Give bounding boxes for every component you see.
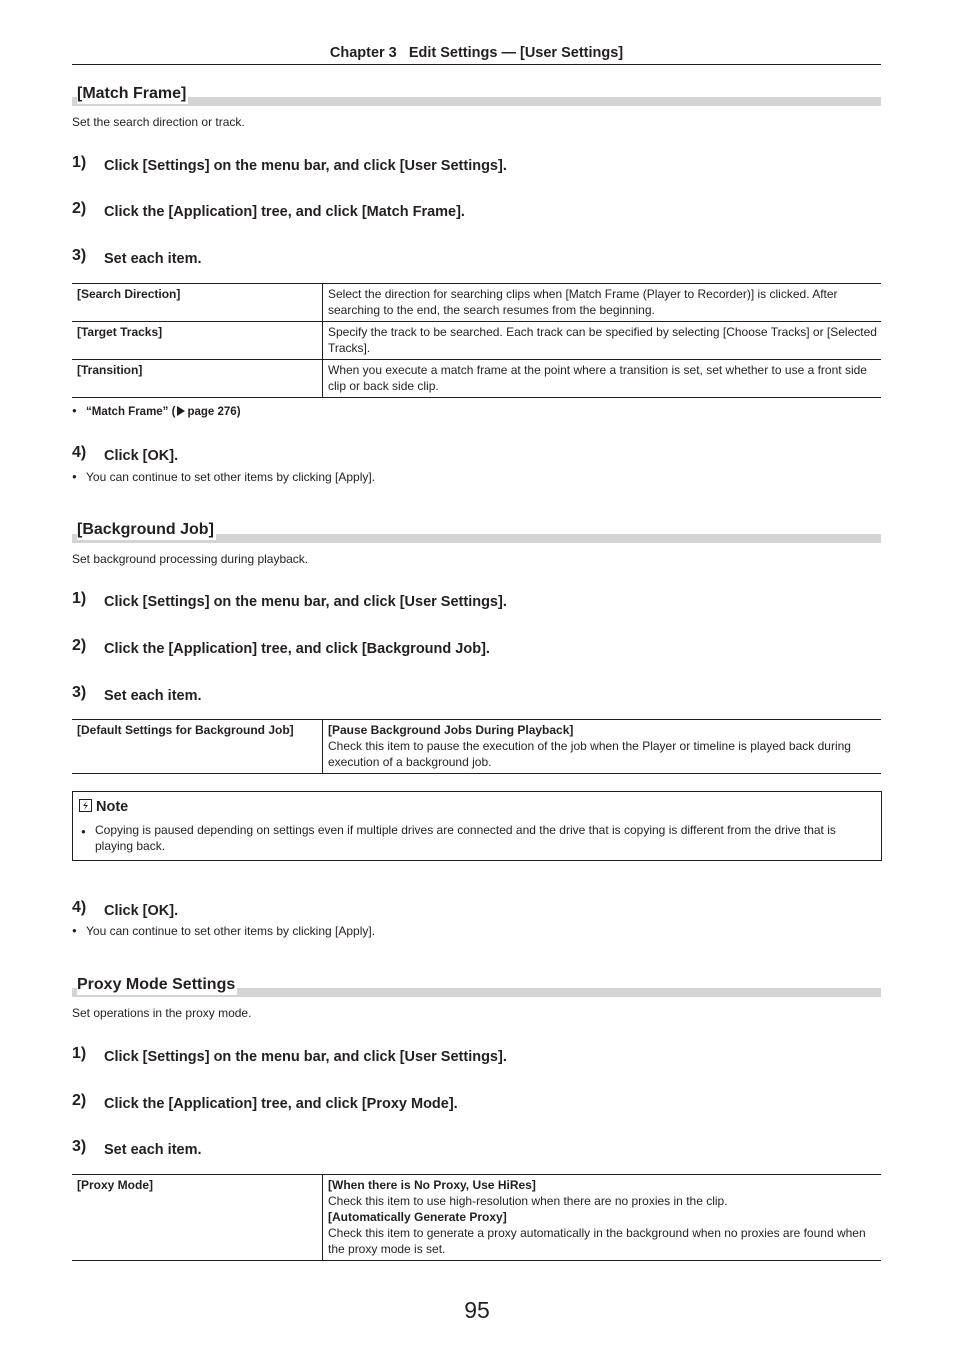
step-number: 2) xyxy=(72,200,87,217)
setting-value: Select the direction for searching clips when [Match Frame (Player to Recorder)] is clicked. After searching to the end, the search resumes from the beginning. xyxy=(323,284,882,322)
settings-table xyxy=(72,1174,881,1261)
bullet-text: You can continue to set other items by clicking [Apply]. xyxy=(86,470,376,484)
setting-option-description: Check this item to generate a proxy automatically in the background when no proxies are found when the proxy mode is set. xyxy=(328,1226,866,1256)
section-title-proxy-mode: Proxy Mode Settings xyxy=(77,976,236,993)
bullet-item xyxy=(72,923,375,939)
setting-key: [Transition] xyxy=(72,360,323,398)
table-row xyxy=(72,322,881,360)
bullet-item xyxy=(72,469,375,485)
step-number: 1) xyxy=(72,154,87,171)
note-bullet xyxy=(81,822,871,854)
step-text: Set each item. xyxy=(104,1142,202,1158)
step-number: 2) xyxy=(72,637,87,654)
setting-option-description: Check this item to pause the execution of the job when the Player or timeline is played back during execution of a background job. xyxy=(328,739,851,769)
note-box xyxy=(72,791,882,861)
setting-value: Specify the track to be searched. Each track can be specified by selecting [Choose Tracks] or [Selected Tracks]. xyxy=(323,322,882,360)
note-icon xyxy=(79,799,92,812)
reference-text: “Match Frame” ( xyxy=(86,406,176,418)
step-text: Click [OK]. xyxy=(104,903,179,919)
reference-page: page 276) xyxy=(187,406,241,418)
step-number: 4) xyxy=(72,444,87,461)
chapter-title: Chapter 3 Edit Settings — [User Settings] xyxy=(329,45,624,61)
setting-option-label: [When there is No Proxy, Use HiRes] xyxy=(328,1178,536,1192)
setting-key: [Target Tracks] xyxy=(72,322,323,360)
table-row xyxy=(72,720,881,774)
section-intro: Set operations in the proxy mode. xyxy=(72,1006,252,1020)
step-number: 1) xyxy=(72,1045,87,1062)
bullet-icon: ● xyxy=(81,827,86,836)
step-text: Click the [Application] tree, and click [Match Frame]. xyxy=(104,204,465,220)
setting-value-cell xyxy=(323,720,882,774)
step-text: Click the [Application] tree, and click [Proxy Mode]. xyxy=(104,1096,458,1112)
step-number: 3) xyxy=(72,684,87,701)
setting-key: [Search Direction] xyxy=(72,284,323,322)
setting-key: [Proxy Mode] xyxy=(72,1175,323,1261)
bullet-text: You can continue to set other items by clicking [Apply]. xyxy=(86,924,376,938)
arrow-right-icon xyxy=(177,406,185,416)
setting-key: [Default Settings for Background Job] xyxy=(72,720,323,774)
step-number: 3) xyxy=(72,1138,87,1155)
table-row xyxy=(72,284,881,322)
step-text: Click [Settings] on the menu bar, and click [User Settings]. xyxy=(104,1049,507,1065)
settings-table xyxy=(72,719,881,774)
setting-option-label: [Pause Background Jobs During Playback] xyxy=(328,723,574,737)
setting-value-cell xyxy=(323,1175,882,1261)
bullet-icon: ● xyxy=(72,926,77,935)
section-title-background-job: [Background Job] xyxy=(77,521,214,538)
step-text: Click [Settings] on the menu bar, and click [User Settings]. xyxy=(104,594,507,610)
setting-value: When you execute a match frame at the point where a transition is set, set whether to use a front side clip or back side clip. xyxy=(323,360,882,398)
section-title-match-frame: [Match Frame] xyxy=(77,85,187,102)
note-title xyxy=(79,798,128,816)
bullet-icon: ● xyxy=(72,472,77,481)
table-row xyxy=(72,360,881,398)
step-number: 4) xyxy=(72,899,87,916)
step-number: 3) xyxy=(72,247,87,264)
section-bar xyxy=(72,97,881,106)
settings-table xyxy=(72,283,881,398)
step-text: Set each item. xyxy=(104,688,202,704)
step-number: 2) xyxy=(72,1092,87,1109)
section-intro: Set background processing during playback. xyxy=(72,552,309,566)
step-text: Click [OK]. xyxy=(104,448,179,464)
bullet-icon: ● xyxy=(72,406,77,415)
setting-option-description: Check this item to use high-resolution when there are no proxies in the clip. xyxy=(328,1194,728,1208)
page-header xyxy=(72,44,881,65)
note-title-text: Note xyxy=(96,799,129,815)
page-number: 95 xyxy=(464,1297,490,1323)
page-reference-link[interactable] xyxy=(72,403,241,420)
step-number: 1) xyxy=(72,590,87,607)
table-row xyxy=(72,1175,881,1261)
setting-option-label: [Automatically Generate Proxy] xyxy=(328,1210,507,1224)
section-intro: Set the search direction or track. xyxy=(72,115,245,129)
step-text: Set each item. xyxy=(104,251,202,267)
step-text: Click the [Application] tree, and click [Background Job]. xyxy=(104,641,490,657)
step-text: Click [Settings] on the menu bar, and click [User Settings]. xyxy=(104,158,507,174)
note-text: Copying is paused depending on settings even if multiple drives are connected and the drive that is copying is different from the drive that is playing back. xyxy=(95,823,836,853)
